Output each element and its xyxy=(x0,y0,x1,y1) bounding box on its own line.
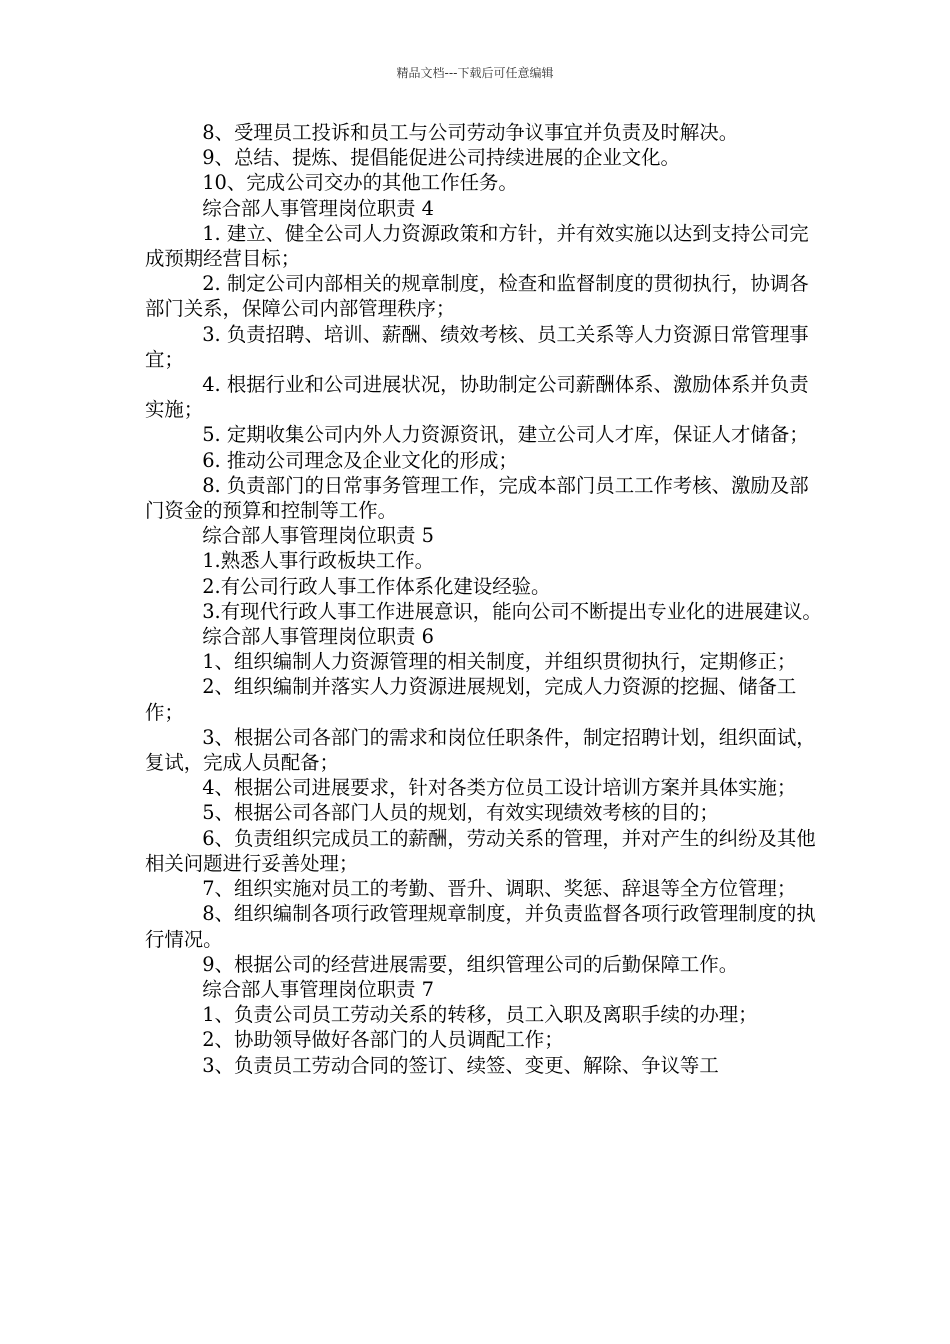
paragraph: 8、组织编制各项行政管理规章制度，并负责监督各项行政管理制度的执行情况。 xyxy=(145,902,816,951)
paragraph: 3. 负责招聘、培训、薪酬、绩效考核、员工关系等人力资源日常管理事宜； xyxy=(145,322,809,371)
paragraph: 10、完成公司交办的其他工作任务。 xyxy=(202,171,518,195)
paragraph: 3、根据公司各部门的需求和岗位任职条件，制定招聘计划，组织面试，复试，完成人员配备； xyxy=(145,725,816,775)
paragraph: 1. 建立、健全公司人力资源政策和方针，并有效实施以达到支持公司完成预期经营目标； xyxy=(145,221,809,271)
paragraph: 1、组织编制人力资源管理的相关制度，并组织贯彻执行，定期修正； xyxy=(202,650,797,674)
paragraph: 4. 根据行业和公司进展状况，协助制定公司薪酬体系、激励体系并负责实施； xyxy=(145,373,809,422)
paragraph: 7、组织实施对员工的考勤、晋升、调职、奖惩、辞退等全方位管理； xyxy=(202,877,797,901)
paragraph: 3.有现代行政人事工作进展意识，能向公司不断提出专业化的进展建议。 xyxy=(202,599,822,623)
paragraph: 8、受理员工投诉和员工与公司劳动争议事宜并负责及时解决。 xyxy=(202,121,739,144)
section-heading: 综合部人事管理岗位职责 6 xyxy=(202,625,435,649)
paragraph: 2、协助领导做好各部门的人员调配工作； xyxy=(202,1028,564,1052)
paragraph: 8. 负责部门的日常事务管理工作，完成本部门员工工作考核、激励及部门资金的预算和控制等工作。 xyxy=(145,473,809,523)
paragraph: 4、根据公司进展要求，针对各类方位员工设计培训方案并具体实施； xyxy=(202,776,797,800)
paragraph: 1、负责公司员工劳动关系的转移，员工入职及离职手续的办理； xyxy=(202,1003,758,1027)
paragraph: 9、根据公司的经营进展需要，组织管理公司的后勤保障工作。 xyxy=(202,952,739,976)
paragraph: 5、根据公司各部门人员的规划，有效实现绩效考核的目的； xyxy=(202,801,719,825)
paragraph: 6、负责组织完成员工的薪酬，劳动关系的管理，并对产生的纠纷及其他相关问题进行妥善处理； xyxy=(145,826,816,875)
paragraph: 2. 制定公司内部相关的规章制度，检查和监督制度的贯彻执行，协调各部门关系，保障公司内部管理秩序； xyxy=(145,272,809,321)
section-heading: 综合部人事管理岗位职责 4 xyxy=(202,196,435,220)
paragraph: 5. 定期收集公司内外人力资源资讯，建立公司人才库，保证人才储备； xyxy=(202,423,809,447)
paragraph: 2、组织编制并落实人力资源进展规划，完成人力资源的挖掘、储备工作； xyxy=(145,675,797,724)
paragraph: 3、负责员工劳动合同的签订、续签、变更、解除、争议等工 xyxy=(202,1053,719,1077)
section-heading: 综合部人事管理岗位职责 5 xyxy=(202,524,435,548)
paragraph: 1.熟悉人事行政板块工作。 xyxy=(202,549,435,573)
page-header: 精品文档---下载后可任意编辑 xyxy=(396,66,554,80)
paragraph: 9、总结、提炼、提倡能促进公司持续进展的企业文化。 xyxy=(202,146,680,170)
document-body xyxy=(145,120,825,1078)
section-heading: 综合部人事管理岗位职责 7 xyxy=(202,977,435,1001)
paragraph: 2.有公司行政人事工作体系化建设经验。 xyxy=(202,574,551,598)
paragraph: 6. 推动公司理念及企业文化的形成； xyxy=(202,448,518,472)
